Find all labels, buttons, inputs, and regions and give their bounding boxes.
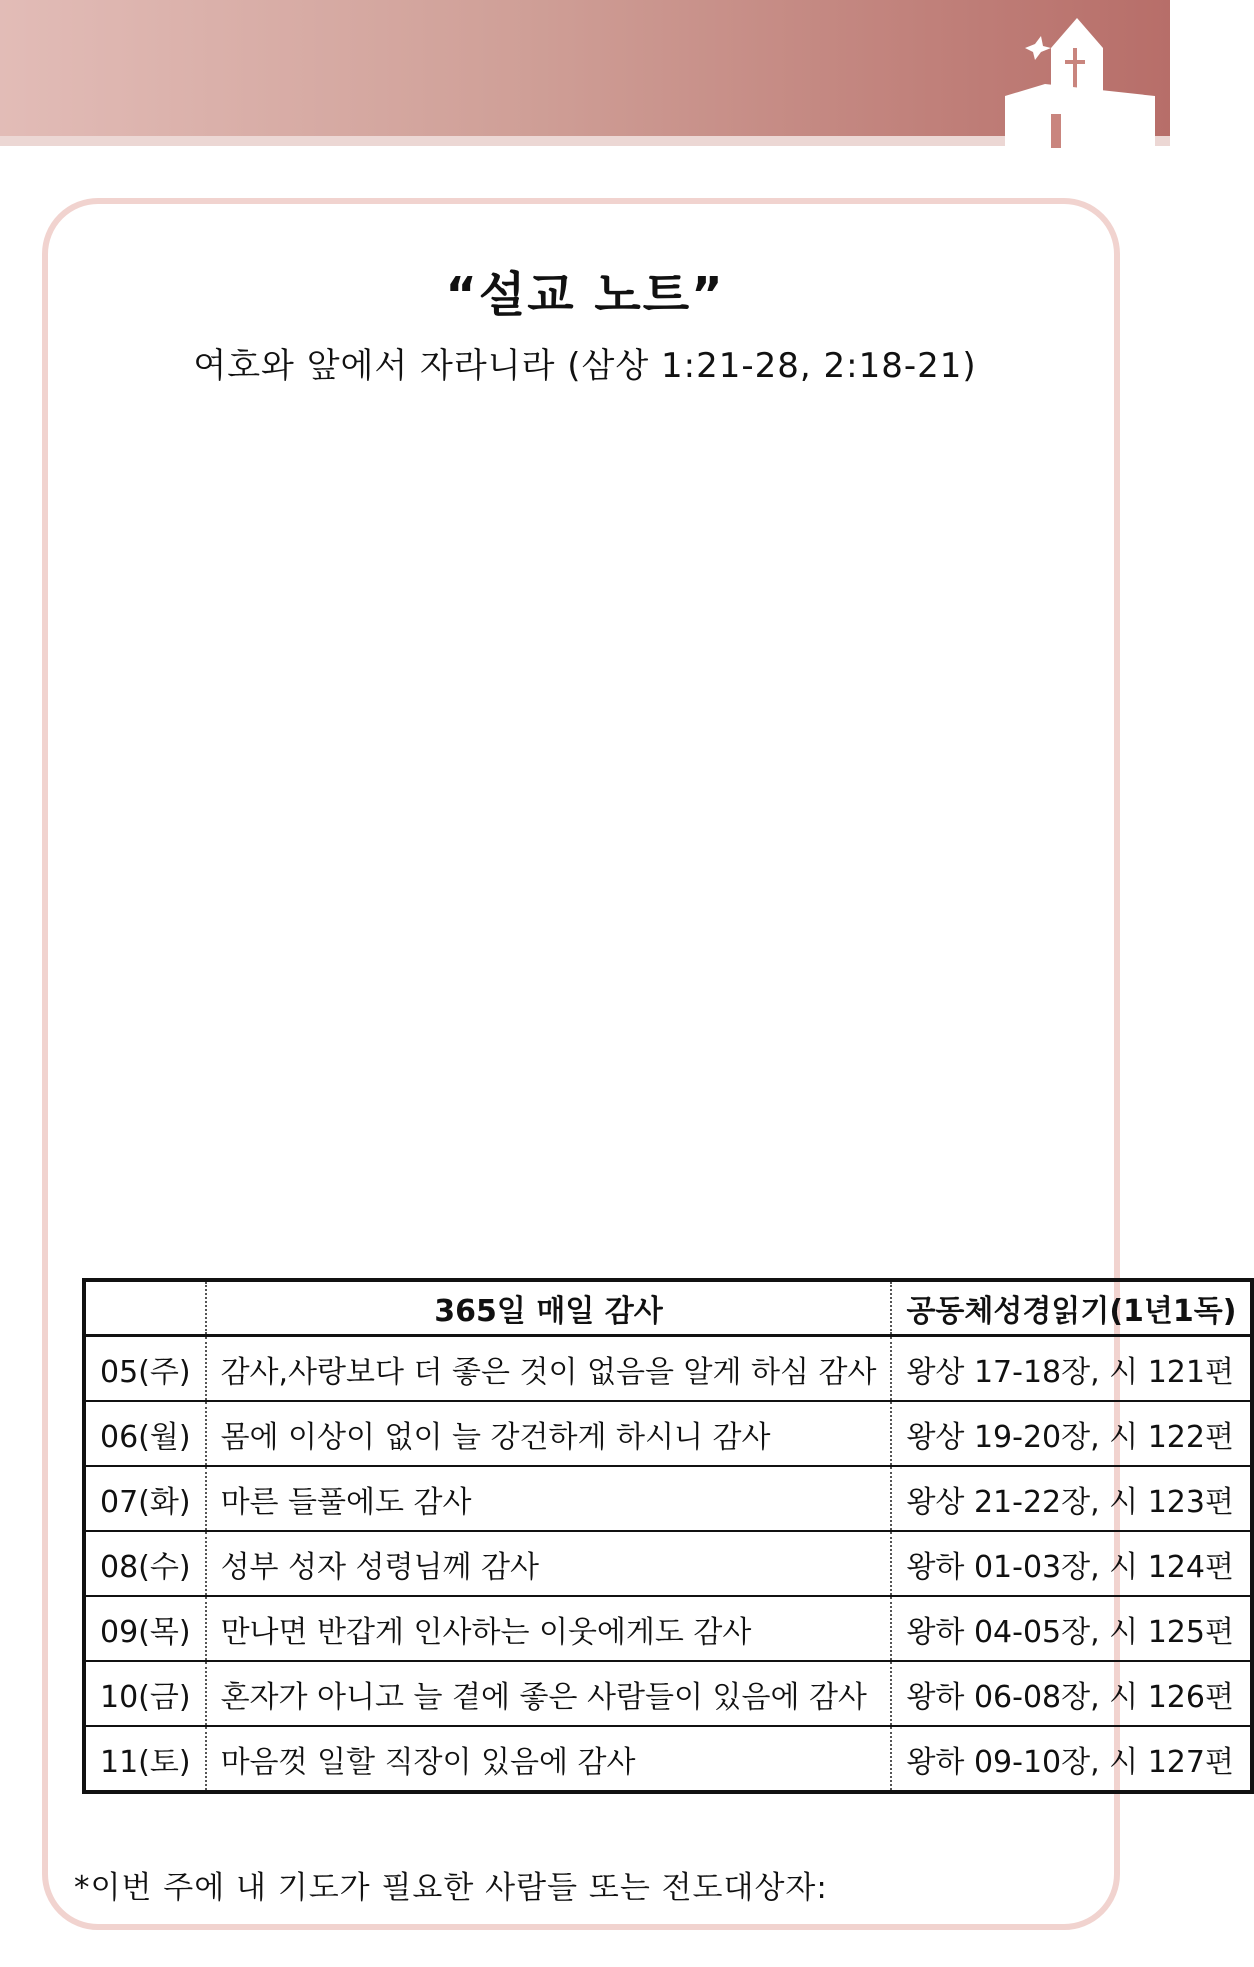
row-reading: 왕하 04-05장, 시 125편 [891, 1596, 1252, 1661]
row-reading: 왕상 17-18장, 시 121편 [891, 1336, 1252, 1402]
table-row [84, 1596, 1252, 1661]
row-reading: 왕상 21-22장, 시 123편 [891, 1466, 1252, 1531]
row-reading: 왕하 09-10장, 시 127편 [891, 1726, 1252, 1792]
row-reading: 왕하 01-03장, 시 124편 [891, 1531, 1252, 1596]
row-day: 06(월) [84, 1401, 206, 1466]
row-thanks: 마른 들풀에도 감사 [206, 1466, 892, 1531]
notes-writing-area[interactable] [82, 400, 1092, 1260]
row-thanks: 만나면 반갑게 인사하는 이웃에게도 감사 [206, 1596, 892, 1661]
table-row [84, 1401, 1252, 1466]
header-bible-reading: 공동체성경읽기(1년1독) [891, 1280, 1252, 1336]
header-daily-thanks: 365일 매일 감사 [206, 1280, 892, 1336]
row-day: 08(수) [84, 1531, 206, 1596]
row-day: 09(목) [84, 1596, 206, 1661]
row-thanks: 몸에 이상이 없이 늘 강건하게 하시니 감사 [206, 1401, 892, 1466]
row-day: 05(주) [100, 1354, 191, 1390]
table-row [84, 1336, 1252, 1402]
row-reading: 왕상 19-20장, 시 122편 [891, 1401, 1252, 1466]
table-row [84, 1466, 1252, 1531]
row-thanks: 혼자가 아니고 늘 곁에 좋은 사람들이 있음에 감사 [206, 1661, 892, 1726]
header-stripe [0, 136, 1170, 146]
dove-icon [1025, 36, 1051, 60]
table-row [84, 1531, 1252, 1596]
church-icon [1005, 8, 1155, 148]
sermon-subtitle: 여호와 앞에서 자라니라 (삼상 1:21-28, 2:18-21) [193, 346, 977, 386]
row-thanks: 감사,사랑보다 더 좋은 것이 없음을 알게 하심 감사 [206, 1336, 892, 1402]
table-header-row [84, 1280, 1252, 1336]
table-row [84, 1661, 1252, 1726]
table-row [84, 1726, 1252, 1792]
row-day: 07(화) [84, 1466, 206, 1531]
weekly-schedule-table [82, 1278, 1254, 1794]
row-thanks: 마음껏 일할 직장이 있음에 감사 [206, 1726, 892, 1792]
prayer-request-label: *이번 주에 내 기도가 필요한 사람들 또는 전도대상자: [74, 1870, 828, 1906]
sermon-title: “설교 노트” [445, 267, 725, 323]
row-day: 10(금) [84, 1661, 206, 1726]
row-day: 11(토) [84, 1726, 206, 1792]
row-thanks: 성부 성자 성령님께 감사 [206, 1531, 892, 1596]
row-reading: 왕하 06-08장, 시 126편 [891, 1661, 1252, 1726]
header-banner [0, 0, 1170, 136]
header-date [84, 1280, 206, 1336]
